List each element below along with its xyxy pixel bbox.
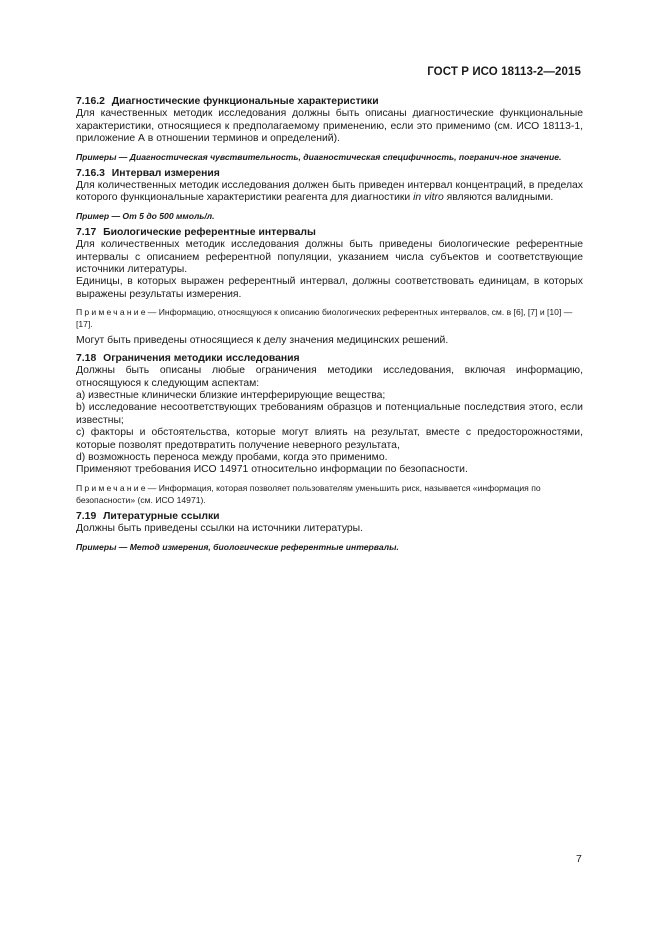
example-text: Примеры — Диагностическая чувствительность, диагностическая специфичность, погранич-ное значение.	[76, 151, 562, 162]
section-number: 7.16.2	[76, 96, 105, 107]
paragraph-text: Для количественных методик исследования должен быть приведен интервал концентраций, в пределах которого функциональные характеристики реагента для диагностики	[76, 180, 583, 204]
list-item: d) возможность переноса между пробами, когда это применимо.	[76, 451, 388, 463]
section-title: Диагностические функциональные характеристики	[111, 96, 379, 107]
paragraph: Единицы, в которых выражен референтный интервал, должны соответствовать единицам, в которых выражены результаты измерения.	[76, 276, 583, 300]
note	[76, 306, 583, 330]
list-item: а) известные клинически близкие интерферирующие вещества;	[76, 389, 386, 401]
paragraph-text: являются валидными.	[446, 192, 554, 204]
section-number: 7.16.3	[76, 167, 105, 179]
paragraph: Для качественных методик исследования должны быть описаны диагностические функциональные характеристики, относящиеся к предполагаемому применению, если это применимо (см. ИСО 18113-1, приложение А в отношении терминов и определений).	[76, 108, 583, 145]
example-text: Пример — От 5 до 500 ммоль/л.	[76, 210, 215, 221]
italic-term: in vitro	[413, 192, 444, 204]
note-label: Примечание	[76, 482, 148, 493]
document-body	[76, 96, 583, 558]
paragraph: Должны быть описаны любые ограничения методики исследования, включая информацию, относящуюся к следующим аспектам:	[76, 365, 583, 389]
section-number: 7.19	[76, 510, 97, 522]
section-title: Ограничения методики исследования	[103, 352, 300, 364]
document-id-header: ГОСТ Р ИСО 18113-2—2015	[427, 66, 581, 78]
list-item: b) исследование несоответствующих требованиям образцов и потенциальные последствия этого, если известны;	[76, 402, 583, 426]
section-number: 7.18	[76, 352, 97, 364]
note-text: — Информацию, относящуюся к описанию биологических референтных интервалов, см. в [6], [7] и [10] — [17].	[76, 307, 573, 330]
section-heading-7-16-2	[76, 96, 583, 108]
section-heading-7-18	[76, 353, 583, 365]
list-item: c) факторы и обстоятельства, которые могут влиять на результат, вместе с предосторожностями, которые позволят предотвратить получение неверного результата,	[76, 427, 583, 451]
note-label: Примечание	[76, 307, 148, 318]
paragraph: Должны быть приведены ссылки на источники литературы.	[76, 523, 364, 535]
note-text: — Информация, которая позволяет пользователям уменьшить риск, называется «информация по безопасности» (см. ИСО 14971).	[76, 482, 541, 505]
page-number: 7	[576, 853, 582, 865]
paragraph: Применяют требования ИСО 14971 относительно информации по безопасности.	[76, 464, 468, 476]
section-heading-7-19	[76, 511, 583, 523]
section-title: Биологические референтные интервалы	[103, 226, 316, 238]
paragraph: Для количественных методик исследования должны быть приведены биологические референтные интервалы с описанием референтной популяции, указанием числа субъектов и соответствующие источники литературы.	[76, 239, 583, 276]
example-text: Примеры — Метод измерения, биологические референтные интервалы.	[76, 541, 399, 552]
paragraph: Могут быть приведены относящиеся к делу значения медицинских решений.	[76, 335, 449, 347]
paragraph	[76, 180, 583, 205]
section-heading-7-16-3	[76, 168, 583, 180]
note	[76, 482, 583, 506]
section-title: Литературные ссылки	[103, 510, 220, 522]
section-title: Интервал измерения	[111, 167, 220, 179]
section-number: 7.17	[76, 226, 97, 238]
section-heading-7-17	[76, 227, 583, 239]
